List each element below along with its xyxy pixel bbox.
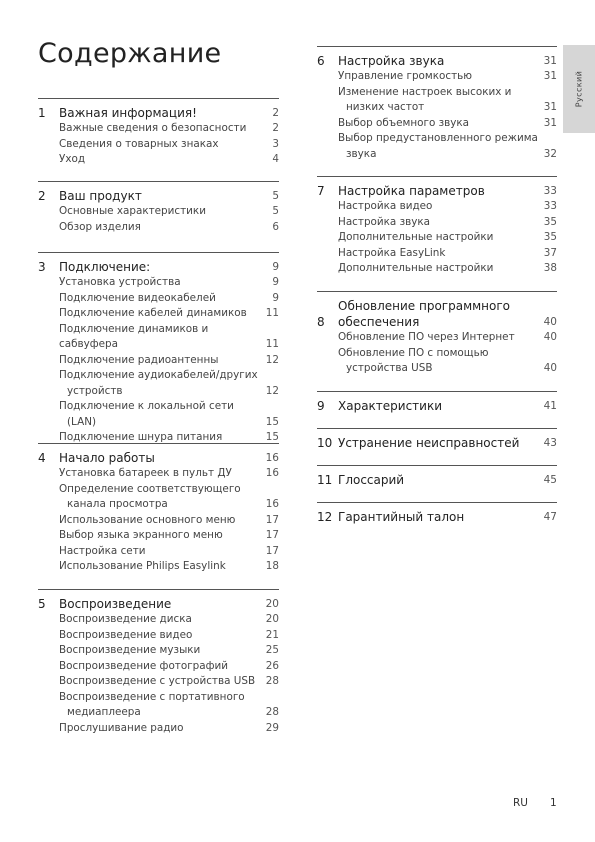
entry-title-line1: Подключение к локальной сети: [59, 400, 234, 412]
entry-title: Подключение радиоантенны: [59, 353, 219, 366]
section-page-number: 33: [543, 185, 557, 197]
toc-section: [317, 465, 557, 488]
toc-section-heading[interactable]: [317, 298, 557, 330]
section-number: 2: [38, 189, 46, 203]
entry-page-number: 6: [272, 220, 279, 233]
entry-title-line1: Выбор предустановленного режима: [338, 132, 538, 144]
entry-title: Важные сведения о безопасности: [59, 122, 247, 134]
section-number: 12: [317, 510, 333, 524]
section-title: Воспроизведение: [59, 597, 172, 611]
toc-section: [38, 252, 279, 446]
toc-entry[interactable]: [317, 85, 557, 116]
section-title-line2: обеспечения: [338, 315, 420, 329]
section-page-number: 2: [272, 107, 279, 119]
section-title: [338, 298, 540, 330]
entry-title: Выбор языка экранного меню: [59, 529, 223, 541]
toc-section-heading[interactable]: [317, 435, 557, 451]
entry-page-number: 12: [265, 353, 279, 366]
entry-title: [59, 368, 262, 399]
entry-page-number: 17: [265, 544, 279, 557]
entry-page-number: 29: [265, 721, 279, 734]
toc-section-heading[interactable]: [38, 596, 279, 612]
toc-entry[interactable]: [38, 275, 279, 291]
section-page-number: 20: [265, 598, 279, 610]
toc-entry[interactable]: [38, 322, 279, 353]
entry-page-number: 40: [543, 362, 557, 374]
entry-page-number: 31: [543, 70, 557, 82]
language-tab-label: Русский: [574, 70, 584, 108]
entry-page-number: 9: [272, 276, 279, 288]
entry-title: [338, 85, 540, 116]
toc-entry[interactable]: [317, 131, 557, 162]
toc-section-heading[interactable]: [38, 450, 279, 466]
entry-page-number: 28: [265, 706, 279, 718]
section-title: Характеристики: [338, 399, 443, 413]
entry-title: Настройка сети: [59, 544, 146, 557]
entry-title: Дополнительные настройки: [338, 231, 494, 243]
section-number: 6: [317, 54, 325, 68]
section-page-number: 45: [543, 474, 557, 486]
section-page-number: 41: [543, 400, 557, 412]
toc-entry[interactable]: [317, 69, 557, 85]
toc-section-heading[interactable]: [38, 259, 279, 275]
toc-entry[interactable]: [38, 674, 279, 690]
entry-page-number: 21: [265, 628, 279, 641]
toc-section-heading[interactable]: [38, 105, 279, 121]
footer-language: RU: [513, 797, 528, 809]
entry-title: Воспроизведение видео: [59, 628, 193, 641]
toc-entry[interactable]: [317, 215, 557, 231]
toc-section: [38, 443, 279, 575]
toc-entry[interactable]: [38, 466, 279, 482]
section-page-number: 16: [265, 452, 279, 464]
entry-page-number: 32: [543, 147, 557, 160]
entry-page-number: 17: [265, 529, 279, 541]
entry-page-number: 11: [265, 307, 279, 319]
entry-title: Настройка видео: [338, 200, 433, 212]
section-number: 11: [317, 473, 333, 487]
toc-section: [38, 181, 279, 235]
toc-entry[interactable]: [38, 353, 279, 369]
entry-title: Использование Philips Easylink: [59, 560, 226, 572]
entry-page-number: 33: [543, 200, 557, 212]
toc-entry[interactable]: [317, 116, 557, 132]
entry-page-number: 9: [272, 291, 279, 304]
entry-page-number: 12: [265, 384, 279, 397]
entry-title-line2: медиаплеера: [67, 706, 141, 718]
entry-title: Воспроизведение музыки: [59, 644, 201, 656]
toc-entry[interactable]: [38, 482, 279, 513]
section-page-number: 43: [543, 437, 557, 449]
entry-page-number: 28: [265, 675, 279, 687]
language-tab: [563, 45, 595, 133]
entry-title: Воспроизведение фотографий: [59, 659, 229, 672]
entry-title: Настройка звука: [338, 215, 431, 228]
section-page-number: 5: [272, 190, 279, 202]
toc-entry[interactable]: [38, 559, 279, 575]
entry-page-number: 16: [265, 467, 279, 479]
section-number: 4: [38, 451, 46, 465]
entry-title: Воспроизведение с устройства USB: [59, 675, 256, 687]
toc-section-heading[interactable]: [317, 53, 557, 69]
section-title: Важная информация!: [59, 106, 197, 120]
entry-title: Сведения о товарных знаках: [59, 137, 219, 150]
entry-page-number: 40: [543, 331, 557, 343]
section-number: 8: [317, 315, 325, 329]
entry-page-number: 31: [543, 101, 557, 113]
entry-title-line2: устройств: [67, 384, 123, 397]
section-title: Устранение неисправностей: [338, 436, 520, 450]
entry-page-number: 37: [543, 246, 557, 259]
entry-page-number: 18: [265, 560, 279, 572]
entry-page-number: 26: [265, 659, 279, 672]
entry-title: Подключение динамиков и сабвуфера: [59, 322, 209, 350]
toc-entry[interactable]: [38, 659, 279, 675]
toc-entry[interactable]: [38, 690, 279, 721]
toc-entry[interactable]: [38, 528, 279, 544]
entry-title: Обзор изделия: [59, 220, 141, 233]
entry-title-line1: Воспроизведение с портативного: [59, 690, 245, 703]
section-number: 9: [317, 399, 325, 413]
toc-section-heading[interactable]: [38, 188, 279, 204]
entry-title: [338, 131, 540, 162]
section-title: Начало работы: [59, 451, 155, 465]
footer-page-number: 1: [550, 797, 557, 809]
section-number: 5: [38, 597, 46, 611]
entry-title-line2: канала просмотра: [67, 498, 168, 510]
toc-entry[interactable]: [38, 291, 279, 307]
entry-title: Использование основного меню: [59, 513, 236, 526]
toc-entry[interactable]: [38, 152, 279, 168]
toc-entry[interactable]: [38, 513, 279, 529]
entry-title: Дополнительные настройки: [338, 262, 494, 274]
section-number: 1: [38, 106, 46, 120]
entry-page-number: 15: [265, 431, 279, 443]
entry-title: Прослушивание радио: [59, 721, 184, 734]
section-title-line1: Обновление программного: [338, 299, 511, 313]
section-title: Гарантийный талон: [338, 510, 465, 524]
toc-entry[interactable]: [38, 643, 279, 659]
entry-title: [338, 346, 540, 377]
toc-section-heading[interactable]: [317, 472, 557, 488]
toc-section: [317, 502, 557, 525]
toc-entry[interactable]: [38, 612, 279, 628]
toc-entry[interactable]: [38, 628, 279, 644]
toc-entry[interactable]: [317, 330, 557, 346]
entry-title: Подключение шнура питания: [59, 431, 223, 443]
toc-entry[interactable]: [38, 204, 279, 220]
section-page-number: 40: [543, 316, 557, 328]
toc-entry[interactable]: [38, 306, 279, 322]
entry-title: [59, 399, 262, 430]
section-number: 7: [317, 184, 325, 198]
toc-section: [317, 391, 557, 414]
entry-title: Управление громкостью: [338, 70, 473, 82]
entry-page-number: 20: [265, 613, 279, 625]
section-page-number: 31: [543, 55, 557, 67]
toc-entry[interactable]: [38, 121, 279, 137]
entry-title-line1: Определение соответствующего: [59, 482, 241, 495]
section-title: Настройка звука: [338, 54, 445, 68]
entry-page-number: 38: [543, 262, 557, 274]
entry-title-line1: Обновление ПО с помощью: [338, 346, 489, 359]
entry-title: [59, 690, 262, 721]
entry-title-line2: (LAN): [67, 415, 97, 428]
toc-section-heading[interactable]: [317, 398, 557, 414]
entry-page-number: 5: [272, 205, 279, 217]
page-title: Содержание: [38, 38, 222, 69]
entry-title-line2: низких частот: [346, 101, 425, 113]
section-page-number: 9: [272, 261, 279, 273]
toc-entry[interactable]: [38, 137, 279, 153]
section-title: Глоссарий: [338, 473, 405, 487]
section-number: 10: [317, 436, 333, 450]
entry-page-number: 17: [265, 513, 279, 526]
entry-title-line2: звука: [346, 147, 377, 160]
toc-entry[interactable]: [38, 721, 279, 737]
toc-entry[interactable]: [38, 544, 279, 560]
section-page-number: 47: [543, 511, 557, 523]
toc-entry[interactable]: [317, 261, 557, 277]
toc-entry[interactable]: [317, 346, 557, 377]
entry-title-line1: Изменение настроек высоких и: [338, 85, 512, 98]
entry-page-number: 3: [272, 137, 279, 150]
entry-page-number: 16: [265, 498, 279, 510]
toc-section: [317, 428, 557, 451]
toc-entry[interactable]: [317, 199, 557, 215]
entry-title: Установка устройства: [59, 276, 181, 288]
entry-title: Уход: [59, 153, 86, 165]
entry-page-number: 15: [265, 415, 279, 428]
entry-page-number: 31: [543, 116, 557, 129]
entry-page-number: 2: [272, 122, 279, 134]
toc-entry[interactable]: [317, 230, 557, 246]
toc-section: [317, 291, 557, 377]
entry-title-line1: Подключение аудиокабелей/других: [59, 369, 258, 381]
entry-title: Установка батареек в пульт ДУ: [59, 467, 232, 479]
toc-entry[interactable]: [38, 220, 279, 236]
section-title: Ваш продукт: [59, 189, 142, 203]
entry-title: Подключение кабелей динамиков: [59, 307, 247, 319]
entry-title: Основные характеристики: [59, 205, 206, 217]
entry-page-number: 25: [265, 644, 279, 656]
entry-page-number: 35: [543, 215, 557, 228]
section-title: Настройка параметров: [338, 184, 485, 198]
entry-title: Воспроизведение диска: [59, 613, 192, 625]
entry-title: [59, 482, 262, 513]
entry-page-number: 11: [265, 338, 279, 350]
toc-section-heading[interactable]: [317, 183, 557, 199]
section-number: 3: [38, 260, 46, 274]
entry-page-number: 4: [272, 153, 279, 165]
entry-title: Подключение видеокабелей: [59, 291, 216, 304]
entry-title: Выбор объемного звука: [338, 116, 470, 129]
toc-section: [38, 589, 279, 736]
toc-entry[interactable]: [317, 246, 557, 262]
toc-section: [317, 176, 557, 277]
toc-section-heading[interactable]: [317, 509, 557, 525]
toc-section: [38, 98, 279, 168]
toc-section: [317, 46, 557, 162]
toc-entry[interactable]: [38, 368, 279, 399]
entry-title: Настройка EasyLink: [338, 246, 446, 259]
toc-entry[interactable]: [38, 399, 279, 430]
entry-title-line2: устройства USB: [346, 362, 433, 374]
entry-title: Обновление ПО через Интернет: [338, 331, 515, 343]
entry-page-number: 35: [543, 231, 557, 243]
section-title: Подключение:: [59, 260, 151, 274]
